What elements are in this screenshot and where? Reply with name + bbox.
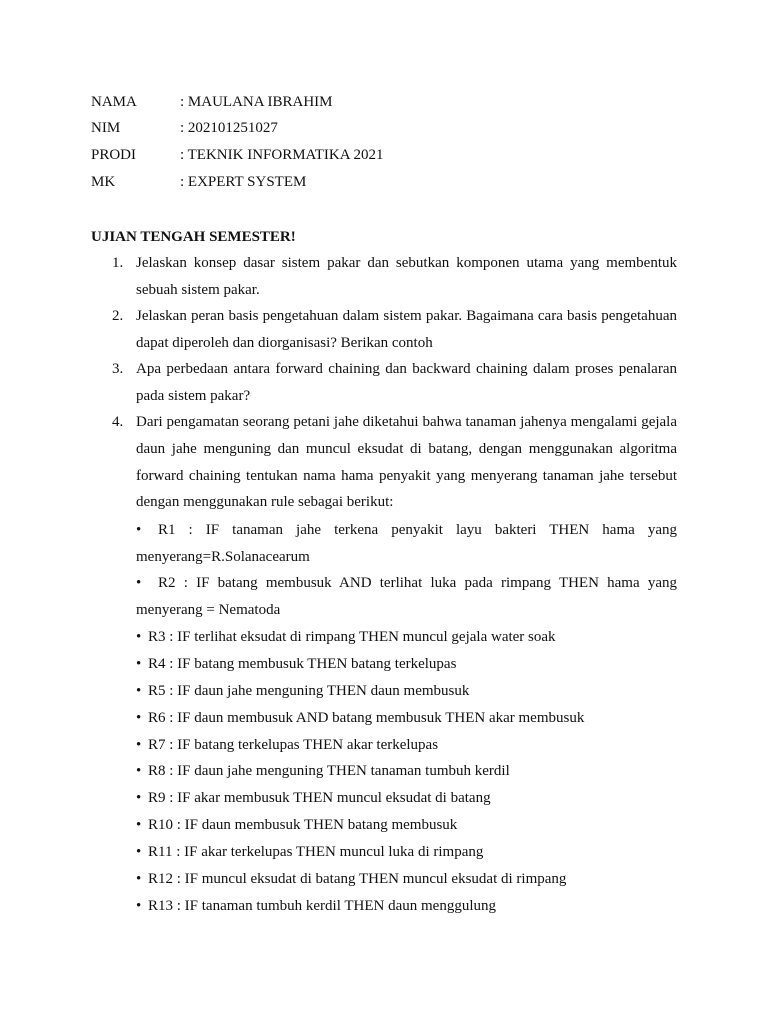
bullet: • [136, 763, 142, 779]
rule-text: R7 : IF batang terkelupas THEN akar terkelupas [148, 737, 439, 753]
rule-item [136, 517, 677, 571]
rule-text: R6 : IF daun membusuk AND batang membusuk THEN akar membusuk [148, 710, 585, 726]
bullet: • [136, 575, 142, 591]
rule-item [136, 839, 677, 866]
rule-text: R8 : IF daun jahe menguning THEN tanaman tumbuh kerdil [148, 763, 510, 779]
bullet: • [136, 629, 142, 645]
rule-item [136, 866, 677, 893]
identity-label: MK [91, 174, 116, 190]
identity-value: : EXPERT SYSTEM [180, 174, 307, 190]
bullet: • [136, 683, 142, 699]
bullet: • [136, 844, 142, 860]
question-text: Jelaskan peran basis pengetahuan dalam sistem pakar. Bagaimana cara basis pengetahuan dapat diperoleh dan diorganisasi? Berikan contoh [136, 308, 677, 351]
rule-item [136, 705, 677, 732]
rule-text: R10 : IF daun membusuk THEN batang membusuk [148, 817, 458, 833]
rule-text: R3 : IF terlihat eksudat di rimpang THEN muncul gejala water soak [148, 629, 556, 645]
rule-text: R1 : IF tanaman jahe terkena penyakit layu bakteri THEN hama yang menyerang=R.Solanacearum [136, 522, 677, 565]
bullet: • [136, 710, 142, 726]
rule-item [136, 893, 677, 920]
bullet: • [136, 790, 142, 806]
exam-heading: UJIAN TENGAH SEMESTER! [91, 229, 296, 245]
rule-text: R13 : IF tanaman tumbuh kerdil THEN daun menggulung [148, 898, 497, 914]
identity-value: : 202101251027 [180, 120, 278, 136]
bullet: • [136, 656, 142, 672]
question-number: 1. [112, 255, 124, 271]
question-text: Jelaskan konsep dasar sistem pakar dan sebutkan komponen utama yang membentuk sebuah sistem pakar. [136, 255, 677, 298]
identity-label: NAMA [91, 94, 137, 110]
bullet: • [136, 871, 142, 887]
question-number: 2. [112, 308, 124, 324]
question-number: 3. [112, 361, 124, 377]
rule-item [136, 732, 677, 759]
rule-item [136, 812, 677, 839]
bullet: • [136, 522, 142, 538]
bullet: • [136, 817, 142, 833]
rule-text: R9 : IF akar membusuk THEN muncul eksudat di batang [148, 790, 491, 806]
rule-item [136, 678, 677, 705]
identity-label: PRODI [91, 147, 137, 163]
rule-text: R5 : IF daun jahe menguning THEN daun membusuk [148, 683, 470, 699]
rule-text: R12 : IF muncul eksudat di batang THEN muncul eksudat di rimpang [148, 871, 567, 887]
rule-item [136, 785, 677, 812]
identity-value: : TEKNIK INFORMATIKA 2021 [180, 147, 384, 163]
rule-text: R4 : IF batang membusuk THEN batang terkelupas [148, 656, 457, 672]
bullet: • [136, 737, 142, 753]
identity-label: NIM [91, 120, 121, 136]
question-text: Dari pengamatan seorang petani jahe diketahui bahwa tanaman jahenya mengalami gejala daun jahe menguning dan muncul eksudat di batang, dengan menggunakan algoritma forward chaining tentukan nama hama penyakit yang menyerang tanaman jahe tersebut dengan menggunakan rule sebagai berikut: [136, 414, 677, 511]
rule-item [136, 624, 677, 651]
identity-value: : MAULANA IBRAHIM [180, 94, 333, 110]
rule-item [136, 570, 677, 624]
question-number: 4. [112, 414, 124, 430]
question-text: Apa perbedaan antara forward chaining dan backward chaining dalam proses penalaran pada sistem pakar? [136, 361, 677, 404]
rule-text: R2 : IF batang membusuk AND terlihat luka pada rimpang THEN hama yang menyerang = Nematoda [136, 575, 677, 618]
rule-item [136, 651, 677, 678]
rule-text: R11 : IF akar terkelupas THEN muncul luka di rimpang [148, 844, 484, 860]
bullet: • [136, 898, 142, 914]
rule-item [136, 758, 677, 785]
